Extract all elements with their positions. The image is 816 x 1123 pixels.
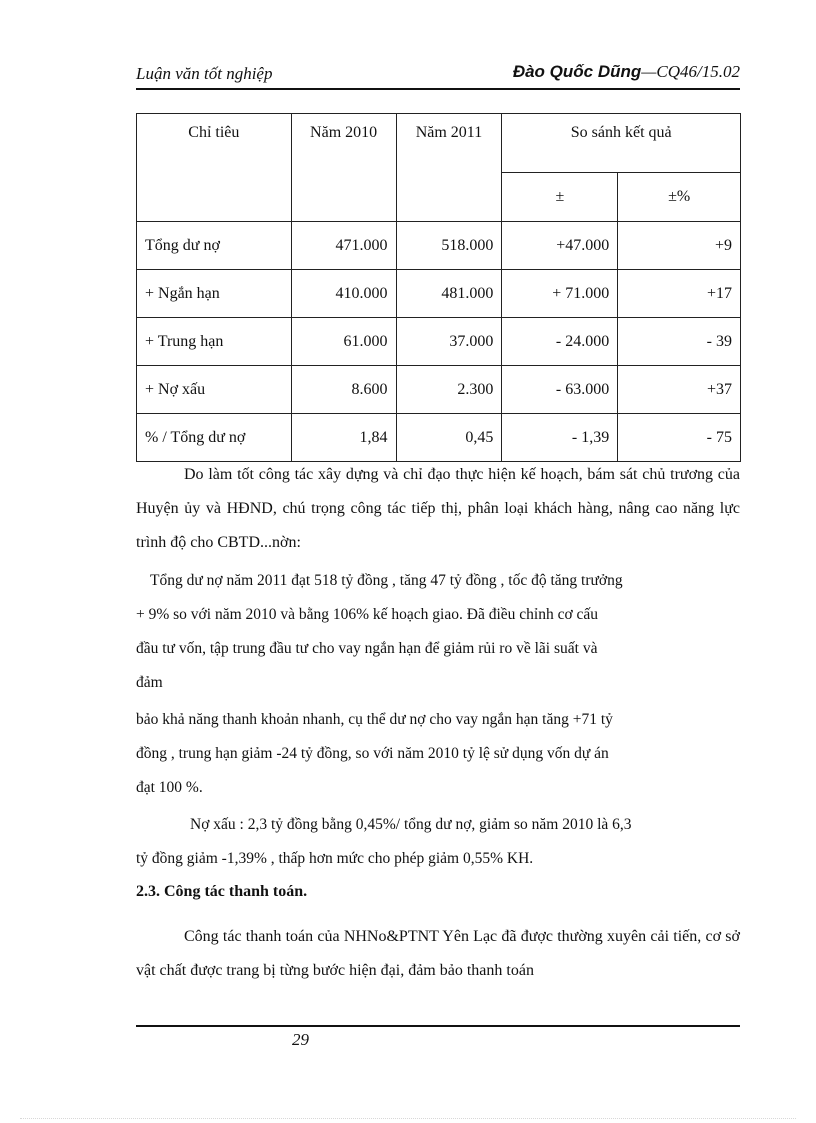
row-label: + Nợ xấu <box>137 366 292 414</box>
author-name: Đào Quốc Dũng <box>512 62 642 81</box>
row-2010: 61.000 <box>291 318 396 366</box>
debt-table <box>136 113 741 462</box>
row-diff: - 1,39 <box>502 414 618 462</box>
row-pct: - 75 <box>618 414 741 462</box>
row-pct: +9 <box>618 222 741 270</box>
text-line: + 9% so với năm 2010 và bằng 106% kế hoạch giao. Đã điều chỉnh cơ cấu <box>136 606 599 623</box>
text-line: Nợ xấu : 2,3 tỷ đồng bằng 0,45%/ tổng dư nợ, giảm so năm 2010 là 6,3 <box>190 816 632 833</box>
table-row <box>137 318 741 366</box>
author-block <box>513 62 740 82</box>
row-diff: + 71.000 <box>502 270 618 318</box>
paragraph-liquidity <box>136 703 746 805</box>
paragraph-intro: Do làm tốt công tác xây dựng và chỉ đạo thực hiện kế hoạch, bám sát chủ trương của Huyện ủy và HĐND, chú trọng công tác tiếp thị, phân loại khách hàng, nâng cao năng lực trình độ cho CBTD...nờn: <box>136 466 740 551</box>
table-row <box>137 414 741 462</box>
header-compare: So sánh kết quả <box>502 114 741 173</box>
page-header <box>136 62 740 90</box>
text-line: bảo khả năng thanh khoản nhanh, cụ thể dư nợ cho vay ngắn hạn tăng +71 tỷ <box>136 711 613 728</box>
row-2010: 410.000 <box>291 270 396 318</box>
row-label: + Ngắn hạn <box>137 270 292 318</box>
row-label: Tổng dư nợ <box>137 222 292 270</box>
row-2010: 471.000 <box>291 222 396 270</box>
text-line: đạt 100 %. <box>136 779 203 796</box>
paragraph-total-debt <box>136 564 746 700</box>
row-2011: 37.000 <box>396 318 502 366</box>
row-diff: +47.000 <box>502 222 618 270</box>
row-diff: - 24.000 <box>502 318 618 366</box>
thesis-label: Luận văn tốt nghiệp <box>136 64 273 83</box>
header-indicator: Chỉ tiêu <box>137 114 292 222</box>
header-diff: ± <box>502 173 618 222</box>
paragraph-payment: Công tác thanh toán của NHNo&PTNT Yên Lạc đã được thường xuyên cải tiến, cơ sở vật chất được trang bị từng bước hiện đại, đảm bảo thanh toán <box>136 928 740 979</box>
row-2011: 2.300 <box>396 366 502 414</box>
page-edge-dots <box>20 1118 796 1119</box>
header-diff-pct: ±% <box>618 173 741 222</box>
text-line: đảm <box>136 674 163 691</box>
row-2011: 0,45 <box>396 414 502 462</box>
row-label: % / Tổng dư nợ <box>137 414 292 462</box>
text-line: đầu tư vốn, tập trung đầu tư cho vay ngắn hạn để giảm rủi ro về lãi suất và <box>136 640 598 657</box>
row-pct: +37 <box>618 366 741 414</box>
table-row <box>137 222 741 270</box>
row-pct: - 39 <box>618 318 741 366</box>
text-line: đồng , trung hạn giảm -24 tỷ đồng, so với năm 2010 tỷ lệ sử dụng vốn dự án <box>136 745 609 762</box>
row-2010: 8.600 <box>291 366 396 414</box>
row-label: + Trung hạn <box>137 318 292 366</box>
row-2011: 481.000 <box>396 270 502 318</box>
class-code: —CQ46/15.02 <box>641 62 740 81</box>
table-header-row <box>137 114 741 173</box>
table-row <box>137 270 741 318</box>
row-diff: - 63.000 <box>502 366 618 414</box>
text-line: tỷ đồng giảm -1,39% , thấp hơn mức cho phép giảm 0,55% KH. <box>136 850 534 867</box>
text-line: Tổng dư nợ năm 2011 đạt 518 tỷ đồng , tăng 47 tỷ đồng , tốc độ tăng trưởng <box>150 572 623 589</box>
paragraph-bad-debt <box>136 808 746 876</box>
header-year-2011: Năm 2011 <box>396 114 502 222</box>
footer-rule <box>136 1025 740 1027</box>
row-2011: 518.000 <box>396 222 502 270</box>
header-year-2010: Năm 2010 <box>291 114 396 222</box>
section-heading: 2.3. Công tác thanh toán. <box>136 883 308 900</box>
table-row <box>137 366 741 414</box>
header-rule <box>136 88 740 90</box>
row-2010: 1,84 <box>291 414 396 462</box>
row-pct: +17 <box>618 270 741 318</box>
page-number: 29 <box>292 1030 309 1049</box>
